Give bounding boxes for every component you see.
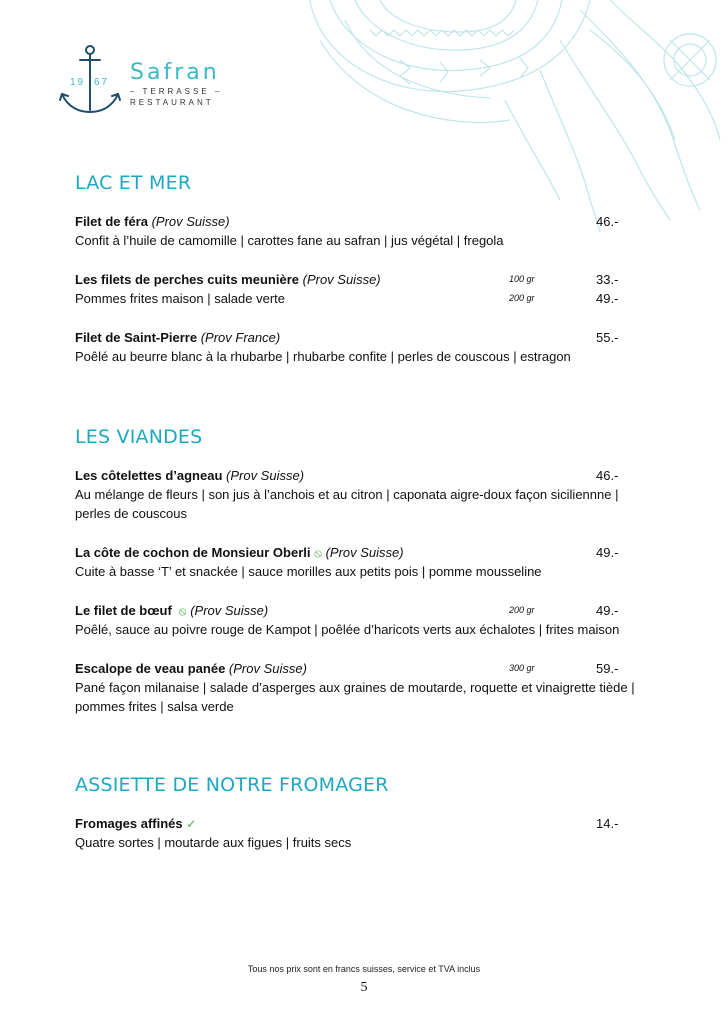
item-description: Poêlé au beurre blanc à la rhubarbe | rhubarbe confite | perles de couscous | estragon — [75, 349, 571, 364]
logo-year-left: 19 — [70, 77, 86, 88]
item-name: Filet de féra — [75, 214, 148, 229]
item-description: Quatre sortes | moutarde aux figues | fruits secs — [75, 835, 352, 850]
item-price: 59.- — [596, 661, 619, 676]
section-les-viandes — [75, 426, 655, 736]
menu-item — [75, 814, 655, 852]
logo-restaurant: RESTAURANT — [130, 98, 214, 107]
price-note: Tous nos prix sont en francs suisses, service et TVA inclus — [247, 964, 481, 974]
menu-item — [75, 601, 655, 639]
item-provenance: (Prov Suisse) — [190, 603, 269, 618]
item-weight: 300 gr — [509, 663, 535, 673]
item-weight: 100 gr — [509, 274, 535, 284]
item-price: 49.- — [596, 545, 619, 560]
menu-item — [75, 659, 655, 716]
menu-item — [75, 270, 655, 308]
item-description: Pommes frites maison | salade verte — [75, 291, 286, 306]
item-name: Le filet de bœuf — [75, 603, 172, 618]
logo-name: Safran — [130, 60, 220, 85]
item-name: Filet de Saint-Pierre — [75, 330, 198, 345]
item-price: 14.- — [596, 816, 619, 831]
menu-item — [75, 543, 655, 581]
menu-item — [75, 212, 655, 250]
item-provenance: (Prov Suisse) — [228, 661, 307, 676]
item-name: Escalope de veau panée — [75, 661, 226, 676]
section-title: LAC ET MER — [75, 172, 192, 194]
section-title: ASSIETTE DE NOTRE FROMAGER — [75, 774, 389, 796]
item-name: La côte de cochon de Monsieur Oberli — [75, 545, 311, 560]
anchor-icon — [58, 44, 122, 120]
item-name: Fromages affinés — [75, 816, 183, 831]
item-description: Confit à l’huile de camomille | carottes fane au safran | jus végétal | fregola — [75, 233, 504, 248]
item-description: Cuite à basse ‘T’ et snackée | sauce morilles aux petits pois | pomme mousseline — [75, 564, 542, 579]
page-number: 5 — [360, 980, 368, 995]
label-icon: ⦸ — [175, 604, 187, 618]
section-fromager — [75, 774, 655, 872]
item-price: 46.- — [596, 214, 619, 229]
logo-terrasse: – TERRASSE – — [130, 87, 223, 96]
item-provenance: (Prov France) — [200, 330, 281, 345]
item-price: 46.- — [596, 468, 619, 483]
section-title: LES VIANDES — [75, 426, 203, 448]
item-price: 49.- — [596, 603, 619, 618]
item-price: 33.- — [596, 272, 619, 287]
item-price-large: 49.- — [596, 291, 619, 306]
menu-item — [75, 328, 655, 366]
item-provenance: (Prov Suisse) — [151, 214, 230, 229]
item-description: Poêlé, sauce au poivre rouge de Kampot | poêlée d’haricots verts aux échalotes | frites maison — [75, 622, 620, 637]
item-provenance: (Prov Suisse) — [226, 468, 305, 483]
item-provenance: (Prov Suisse) — [302, 272, 381, 287]
item-description: Au mélange de fleurs | son jus à l’anchois et au citron | caponata aigre-doux façon siciliennne | perles de couscous — [75, 487, 619, 521]
section-lac-et-mer — [75, 172, 655, 386]
menu-item — [75, 466, 655, 523]
label-icon: ⦸ — [314, 546, 322, 560]
vegetarian-check-icon: ✓ — [186, 817, 197, 831]
item-weight: 200 gr — [509, 605, 535, 615]
item-description: Pané façon milanaise | salade d’asperges aux graines de moutarde, roquette et vinaigrette tiède | pommes frites | salsa verde — [75, 680, 635, 714]
item-name: Les côtelettes d’agneau — [75, 468, 223, 483]
logo-year-right: 67 — [94, 77, 110, 88]
item-price: 55.- — [596, 330, 619, 345]
item-name: Les filets de perches cuits meunière — [75, 272, 299, 287]
restaurant-logo — [58, 44, 238, 120]
item-weight-large: 200 gr — [509, 293, 535, 303]
item-provenance: (Prov Suisse) — [325, 545, 404, 560]
